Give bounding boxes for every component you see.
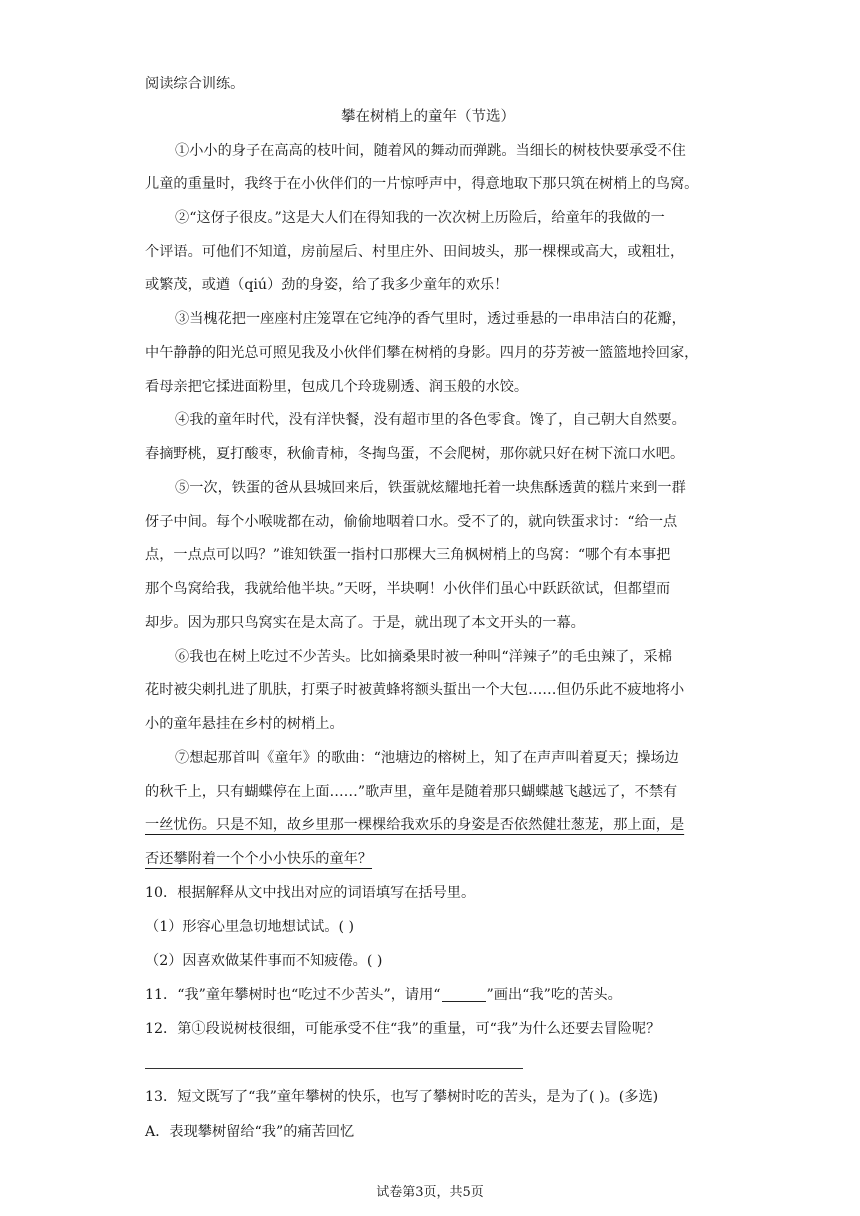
passage-line: ⑦想起那首叫《童年》的歌曲：“池塘边的榕树上，知了在声声叫着夏天；操场边 [175,750,679,766]
section-intro: 阅读综合训练。 [145,76,245,92]
passage-line-underlined: 否还攀附着一个个小小快乐的童年？ [145,851,373,867]
question-11 [145,985,622,1005]
question-11-text-end: ”画出“我”吃的苦头。 [486,987,622,1003]
passage-line: 点，一点点可以吗？”谁知铁蛋一指村口那棵大三角枫树梢上的鸟窝：“哪个有本事把 [145,547,671,563]
underline-mark-sample [442,987,486,1002]
passage-line: ①小小的身子在高高的枝叶间，随着风的舞动而弹跳。当细长的树枝快要承受不住 [175,143,686,159]
passage-line-underlined: 一丝忧伤。只是不知，故乡里那一棵棵给我欢乐的身姿是否依然健壮葱茏，那上面，是 [145,817,685,833]
passage-line: 春摘野桃，夏打酸枣，秋偷青柿，冬掏鸟蛋，不会爬树，那你就只好在树下流口水吧。 [145,446,685,462]
question-13: 13．短文既写了“我”童年攀树的快乐，也写了攀树时吃的苦头，是为了( )。(多选) [145,1089,659,1105]
passage-line: 却步。因为那只鸟窝实在是太高了。于是，就出现了本文开头的一幕。 [145,615,585,631]
question-10-1: （1）形容心里急切地想试试。( ) [145,919,355,935]
passage-line: ③当槐花把一座座村庄笼罩在它纯净的香气里时，透过垂悬的一串串洁白的花瓣， [175,311,686,327]
page-footer: 试卷第3页，共5页 [376,1185,484,1200]
passage-line: 个评语。可他们不知道，房前屋后、村里庄外、田间坡头，那一棵棵或高大，或粗壮， [145,244,685,260]
passage-line: 的秋千上，只有蝴蝶停在上面……”歌声里，童年是随着那只蝴蝶越飞越远了，不禁有 [145,784,678,800]
answer-line[interactable] [145,1068,523,1069]
passage-line: 花时被尖刺扎进了肌肤，打栗子时被黄蜂将额头蜇出一个大包……但仍乐此不疲地将小 [145,682,685,698]
passage-line: 那个鸟窝给我，我就给他半块。”天呀，半块啊！小伙伴们虽心中跃跃欲试，但都望而 [145,581,671,597]
passage-line: ⑥我也在树上吃过不少苦头。比如摘桑果时被一种叫“洋辣子”的毛虫辣了，采棉 [175,649,672,665]
passage-line: ⑤一次，铁蛋的爸从县城回来后，铁蛋就炫耀地托着一块焦酥透黄的糕片来到一群 [175,480,686,496]
question-10: 10．根据解释从文中找出对应的词语填写在括号里。 [145,885,476,901]
passage-line: 小的童年悬挂在乡村的树梢上。 [145,716,344,732]
passage-line: 中午静静的阳光总可照见我及小伙伴们攀在树梢的身影。四月的芬芳被一篮篮地拎回家， [145,345,699,361]
passage-line: ④我的童年时代，没有洋快餐，没有超市里的各色零食。馋了，自己朝大自然要。 [175,412,686,428]
question-11-text-start: 11．“我”童年攀树时也“吃过不少苦头”，请用“ [145,987,441,1003]
passage-line: 伢子中间。每个小喉咙都在动，偷偷地咽着口水。受不了的，就向铁蛋求讨：“给一点 [145,514,678,530]
option-a: A．表现攀树留给“我”的痛苦回忆 [145,1124,355,1140]
passage-line: 儿童的重量时，我终于在小伙伴们的一片惊呼声中，得意地取下那只筑在树梢上的鸟窝。 [145,176,699,192]
question-10-2: （2）因喜欢做某件事而不知疲倦。( ) [145,953,383,969]
passage-title: 攀在树梢上的童年（节选） [341,109,515,125]
passage-line: 看母亲把它揉进面粉里，包成几个玲珑剔透、润玉般的水饺。 [145,379,529,395]
question-12: 12．第①段说树枝很细，可能承受不住“我”的重量，可“我”为什么还要去冒险呢？ [145,1021,661,1037]
passage-line: 或繁茂，或遒（qiú）劲的身姿，给了我多少童年的欢乐！ [145,277,509,293]
passage-line: ②“这伢子很皮。”这是大人们在得知我的一次次树上历险后，给童年的我做的一 [175,210,665,226]
